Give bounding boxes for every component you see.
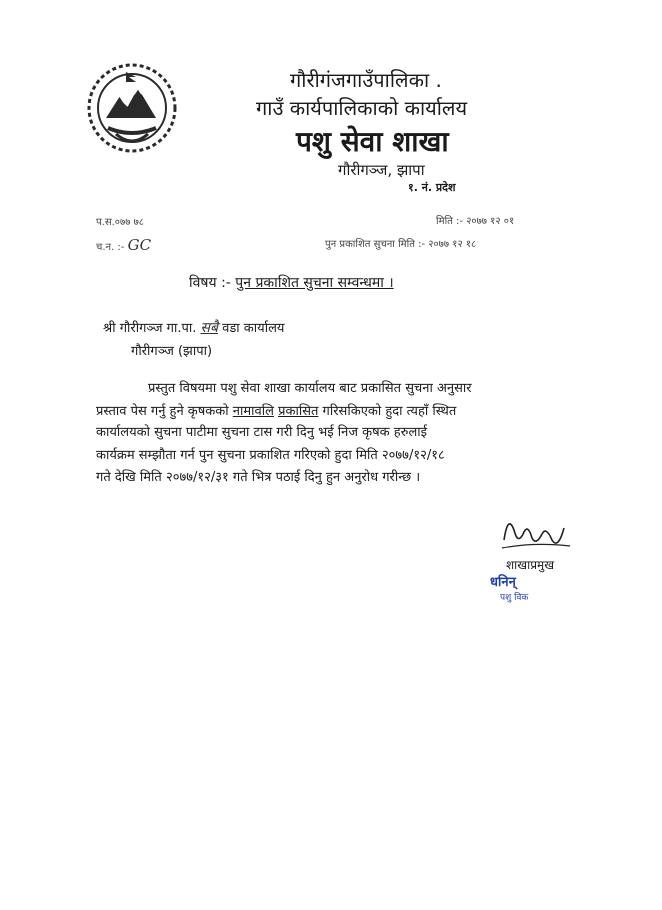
body-line-5: गते देखि मिति २०७७/१२/३१ गते भित्र पठाई दिनु हुन अनुरोध गरीन्छ । (96, 470, 421, 485)
body-underlined-1: नामावलि (232, 404, 274, 419)
letter-date: मिति :- २०७७ १२ ०१ (436, 216, 515, 227)
reference-number: प.स.०७७ ७८ (96, 217, 144, 228)
addressee-line-2: गौरीगञ्ज (झापा) (131, 344, 213, 359)
body-line-2b: गरिसकिएको हुदा त्यहाँ स्थित (322, 404, 457, 419)
province: १. नं. प्रदेश (408, 181, 456, 194)
subject-line (189, 273, 394, 292)
nepal-emblem (86, 62, 178, 154)
body-line-1: प्रस्तुत विषयमा पशु सेवा शाखा कार्यालय बाट प्रकासित सुचना अनुसार (148, 381, 472, 396)
subject-label: विषय :- (189, 275, 231, 291)
addressee-suffix: वडा कार्यालय (222, 321, 285, 336)
ward-handwritten: सबै (200, 320, 218, 336)
addressee-line-1 (103, 318, 284, 337)
dispatch-number (96, 236, 151, 254)
signature (494, 510, 574, 558)
dispatch-handwritten: GC (127, 236, 152, 254)
body-line-4: कार्यक्रम सम्झौता गर्न पुन सुचना प्रकाशित गरिएको हुदा मिति २०७७/१२/१८ (96, 448, 445, 463)
dispatch-label: च.न. :- (96, 242, 125, 253)
body-underlined-2: प्रकासित (278, 404, 319, 419)
stamp-name: धनिन् (490, 575, 516, 590)
municipality-name: गौरीगंजगाउँपालिका . (290, 68, 442, 92)
address: गौरीगञ्ज, झापा (338, 161, 425, 179)
stamp-department: पशु विक (500, 593, 529, 603)
body-line-2a: प्रस्ताव पेस गर्नु हुने कृषकको (96, 404, 229, 419)
body-line-3: कार्यालयको सुचना पाटीमा सुचना टास गरी दिनु भई निज कृषक हरुलाई (96, 425, 428, 440)
body-line-2 (96, 401, 566, 419)
office-name: गाउँ कार्यपालिकाको कार्यालय (256, 96, 468, 120)
signature-title: शाखाप्रमुख (506, 558, 555, 572)
subject-text: पुन प्रकाशित सुचना सम्वन्धमा । (235, 275, 394, 291)
branch-name: पशु सेवा शाखा (296, 125, 449, 158)
addressee-prefix: श्री गौरीगञ्ज गा.पा. (103, 321, 197, 336)
republish-date: पुन प्रकाशित सुचना मिति :- २०७७ १२ १८ (325, 239, 477, 250)
